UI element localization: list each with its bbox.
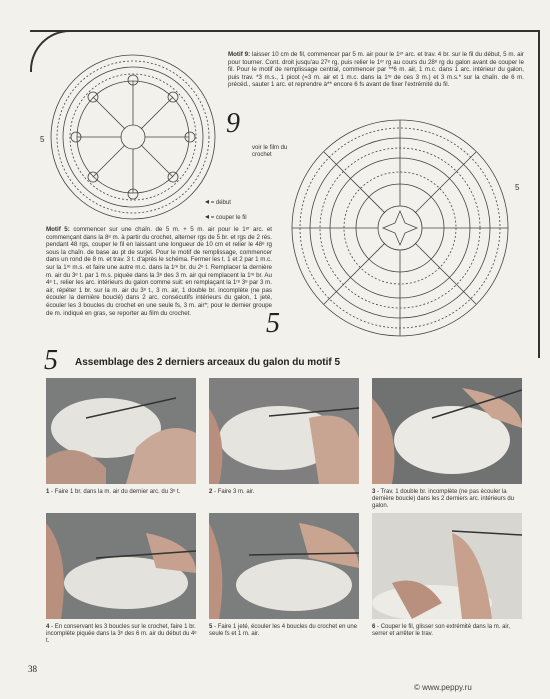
side-number-large: 5 xyxy=(515,183,520,192)
step-6-photo xyxy=(372,513,522,619)
motif-5-label: Motif 5: xyxy=(46,226,70,233)
hook-view-label: voir le film du crochet xyxy=(252,145,288,158)
step-2-caption: 2 - Faire 3 m. air. xyxy=(209,489,255,495)
legend-start: ◂ = début xyxy=(205,197,231,206)
step-5-caption: 5 - Faire 1 jeté, écouler les 4 boucles du crochet en une seule fs et 1 m. air. xyxy=(209,624,358,638)
legend-cut: ◂ = couper le fil xyxy=(205,212,247,221)
motif-9-number: 9 xyxy=(226,108,240,139)
step-2-photo xyxy=(209,378,359,484)
step-6-caption: 6 - Couper le fil, glisser son extrémité dans la m. air, serrer et arrêter le trav. xyxy=(372,624,511,638)
step-4-caption: 4 - En conservant les 3 boucles sur le crochet, faire 1 br. incomplète piquée dans la 3ᵉ des 6 m. air du début du 4ᵉ t. xyxy=(46,624,197,645)
motif-9-body: laisser 10 cm de fil, commencer par 5 m. air pour le 1ᵉʳ arc. et trav. 4 br. sur le fil du début, 5 m. air pour tourner. Cont. droit jusqu'au 27ᵉ rg, puis relier le 1ᵉʳ rg au cours du 28ᵉ rg du galon avant de couper le fil. Pour le motif de remplissage central, commencer par **6 m. air, 1 m.c. dans 1 arc. intérieur du galon, puis trav. *3 m.s., 1 picot (=3 m. air et 1 m.c. dans la 1ʳᵉ de ces 3 m.) et 3 m.s.* sur la chaîn. de 6 m. précéd., sauter 1 arc. et reprendre à** encore 6 fs avant de fixer l'extrémité du fil. xyxy=(228,51,524,89)
side-number-small: 5 xyxy=(40,135,45,144)
small-motif-diagram xyxy=(46,50,221,225)
motif-5-body: commencer sur une chaîn. de 5 m. + 5 m. air pour le 1ᵉʳ arc. et commençant dans la 8ᵉ m. à partir du crochet, alterner rgs de 5 br. et rgs de 2 rés. pendant 48 rgs, couper le fil en laissant une longueur de 10 cm et relier le 48ᵉ rg sous la chaîn. de base au pt de surjet. Pour le motif de remplissage, commencer dans un rond de 8 m. et trav. 3 t. d'après le schéma. Fermer les t. 1 et 2 par 1 m.c. sur la 1ʳᵉ m.s. et faire une autre m.c. dans la 1ʳᵉ br. du 2ᵉ t. Remplacer la dernière m. air du 3ᵉ t. par 1 m.s. piquée dans la 3ᵉ des 3 m. air qui remplacent la 1ʳᵉ br. Au 4ᵉ t., relier les arc. intérieurs du galon comme suit: en remplaçant la 1ʳᵉ 3ᵉ par 3 m. air, répéter 1 br. sur la m. air du 3ᵉ t., 3 m. air, 1 double br. incomplète (ne pas écouler la dernière bouclé) dans 2 arc. consécutifs intérieurs du galon, 1 jeté, écouler les 3 boucles du crochet en une seule fs, 3 m. air*; pour le dernier groupe de m. indiqué en gras, se reporter au film du crochet. xyxy=(46,226,272,317)
section-number: 5 xyxy=(44,345,58,376)
step-5-photo xyxy=(209,513,359,619)
section-title: Assemblage des 2 derniers arceaux du galon du motif 5 xyxy=(75,357,341,368)
motif-5-text xyxy=(46,226,272,317)
step-3-photo xyxy=(372,378,522,484)
large-motif-diagram xyxy=(282,116,518,341)
motif-5-number: 5 xyxy=(266,308,280,339)
motif-9-text xyxy=(228,51,524,89)
step-4-photo xyxy=(46,513,196,619)
motif-9-label: Motif 9: xyxy=(228,51,251,58)
step-1-photo xyxy=(46,378,196,484)
page-number: 38 xyxy=(28,664,37,674)
step-3-caption: 3 - Trav. 1 double br. incomplète (ne pas écouler la dernière boucle) dans les 2 derniers arc. intérieurs du galon. xyxy=(372,489,515,510)
step-1-caption: 1 - Faire 1 br. dans la m. air du dernier arc. du 3ᵉ t. xyxy=(46,489,181,495)
watermark: © www.peppy.ru xyxy=(414,683,472,692)
